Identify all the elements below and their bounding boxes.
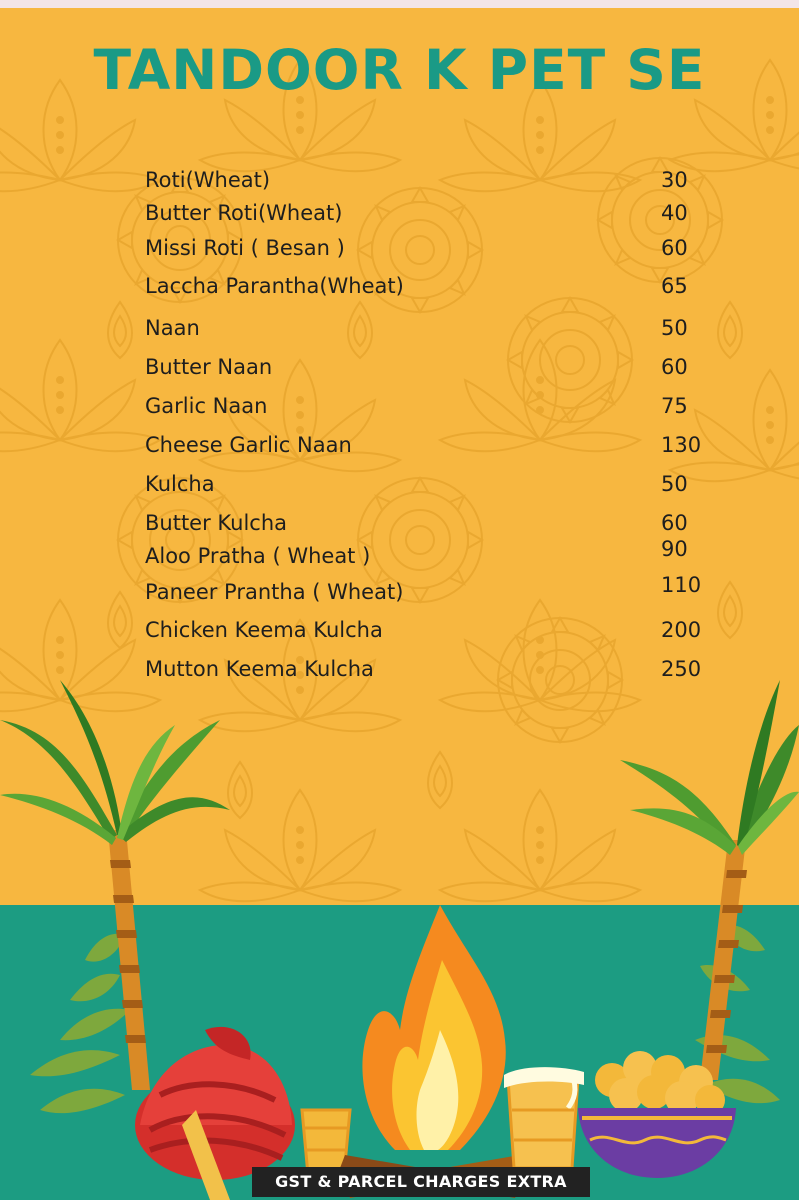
- item-name: Laccha Parantha(Wheat): [145, 274, 404, 298]
- leaf-sprig-left: [30, 934, 130, 1113]
- item-price: 75: [661, 394, 688, 418]
- item-name: Butter Roti(Wheat): [145, 201, 343, 225]
- sugarcane-left: [0, 680, 230, 1090]
- item-name: Paneer Prantha ( Wheat): [145, 580, 404, 604]
- item-price: 130: [661, 433, 702, 457]
- item-name: Naan: [145, 316, 200, 340]
- item-name: Aloo Pratha ( Wheat ): [145, 544, 371, 568]
- item-price: 90: [661, 537, 688, 561]
- item-price: 200: [661, 618, 702, 642]
- item-name: Cheese Garlic Naan: [145, 433, 352, 457]
- footer-note: GST & PARCEL CHARGES EXTRA: [252, 1167, 590, 1197]
- item-price: 110: [661, 573, 702, 597]
- item-price: 50: [661, 472, 688, 496]
- item-price: 60: [661, 511, 688, 535]
- item-name: Kulcha: [145, 472, 215, 496]
- lassi-glass-large: [504, 1067, 584, 1168]
- item-price: 60: [661, 236, 688, 260]
- sugarcane-right: [620, 680, 799, 1080]
- item-price: 30: [661, 168, 688, 192]
- item-name: Garlic Naan: [145, 394, 268, 418]
- item-price: 40: [661, 201, 688, 225]
- item-name: Missi Roti ( Besan ): [145, 236, 345, 260]
- item-price: 60: [661, 355, 688, 379]
- item-price: 65: [661, 274, 688, 298]
- item-price: 250: [661, 657, 702, 681]
- bonfire: [340, 905, 525, 1198]
- item-name: Butter Naan: [145, 355, 273, 379]
- item-name: Butter Kulcha: [145, 511, 288, 535]
- item-name: Chicken Keema Kulcha: [145, 618, 383, 642]
- item-name: Mutton Keema Kulcha: [145, 657, 374, 681]
- item-price: 50: [661, 316, 688, 340]
- item-name: Roti(Wheat): [145, 168, 271, 192]
- menu-title: TANDOOR K PET SE: [93, 38, 706, 102]
